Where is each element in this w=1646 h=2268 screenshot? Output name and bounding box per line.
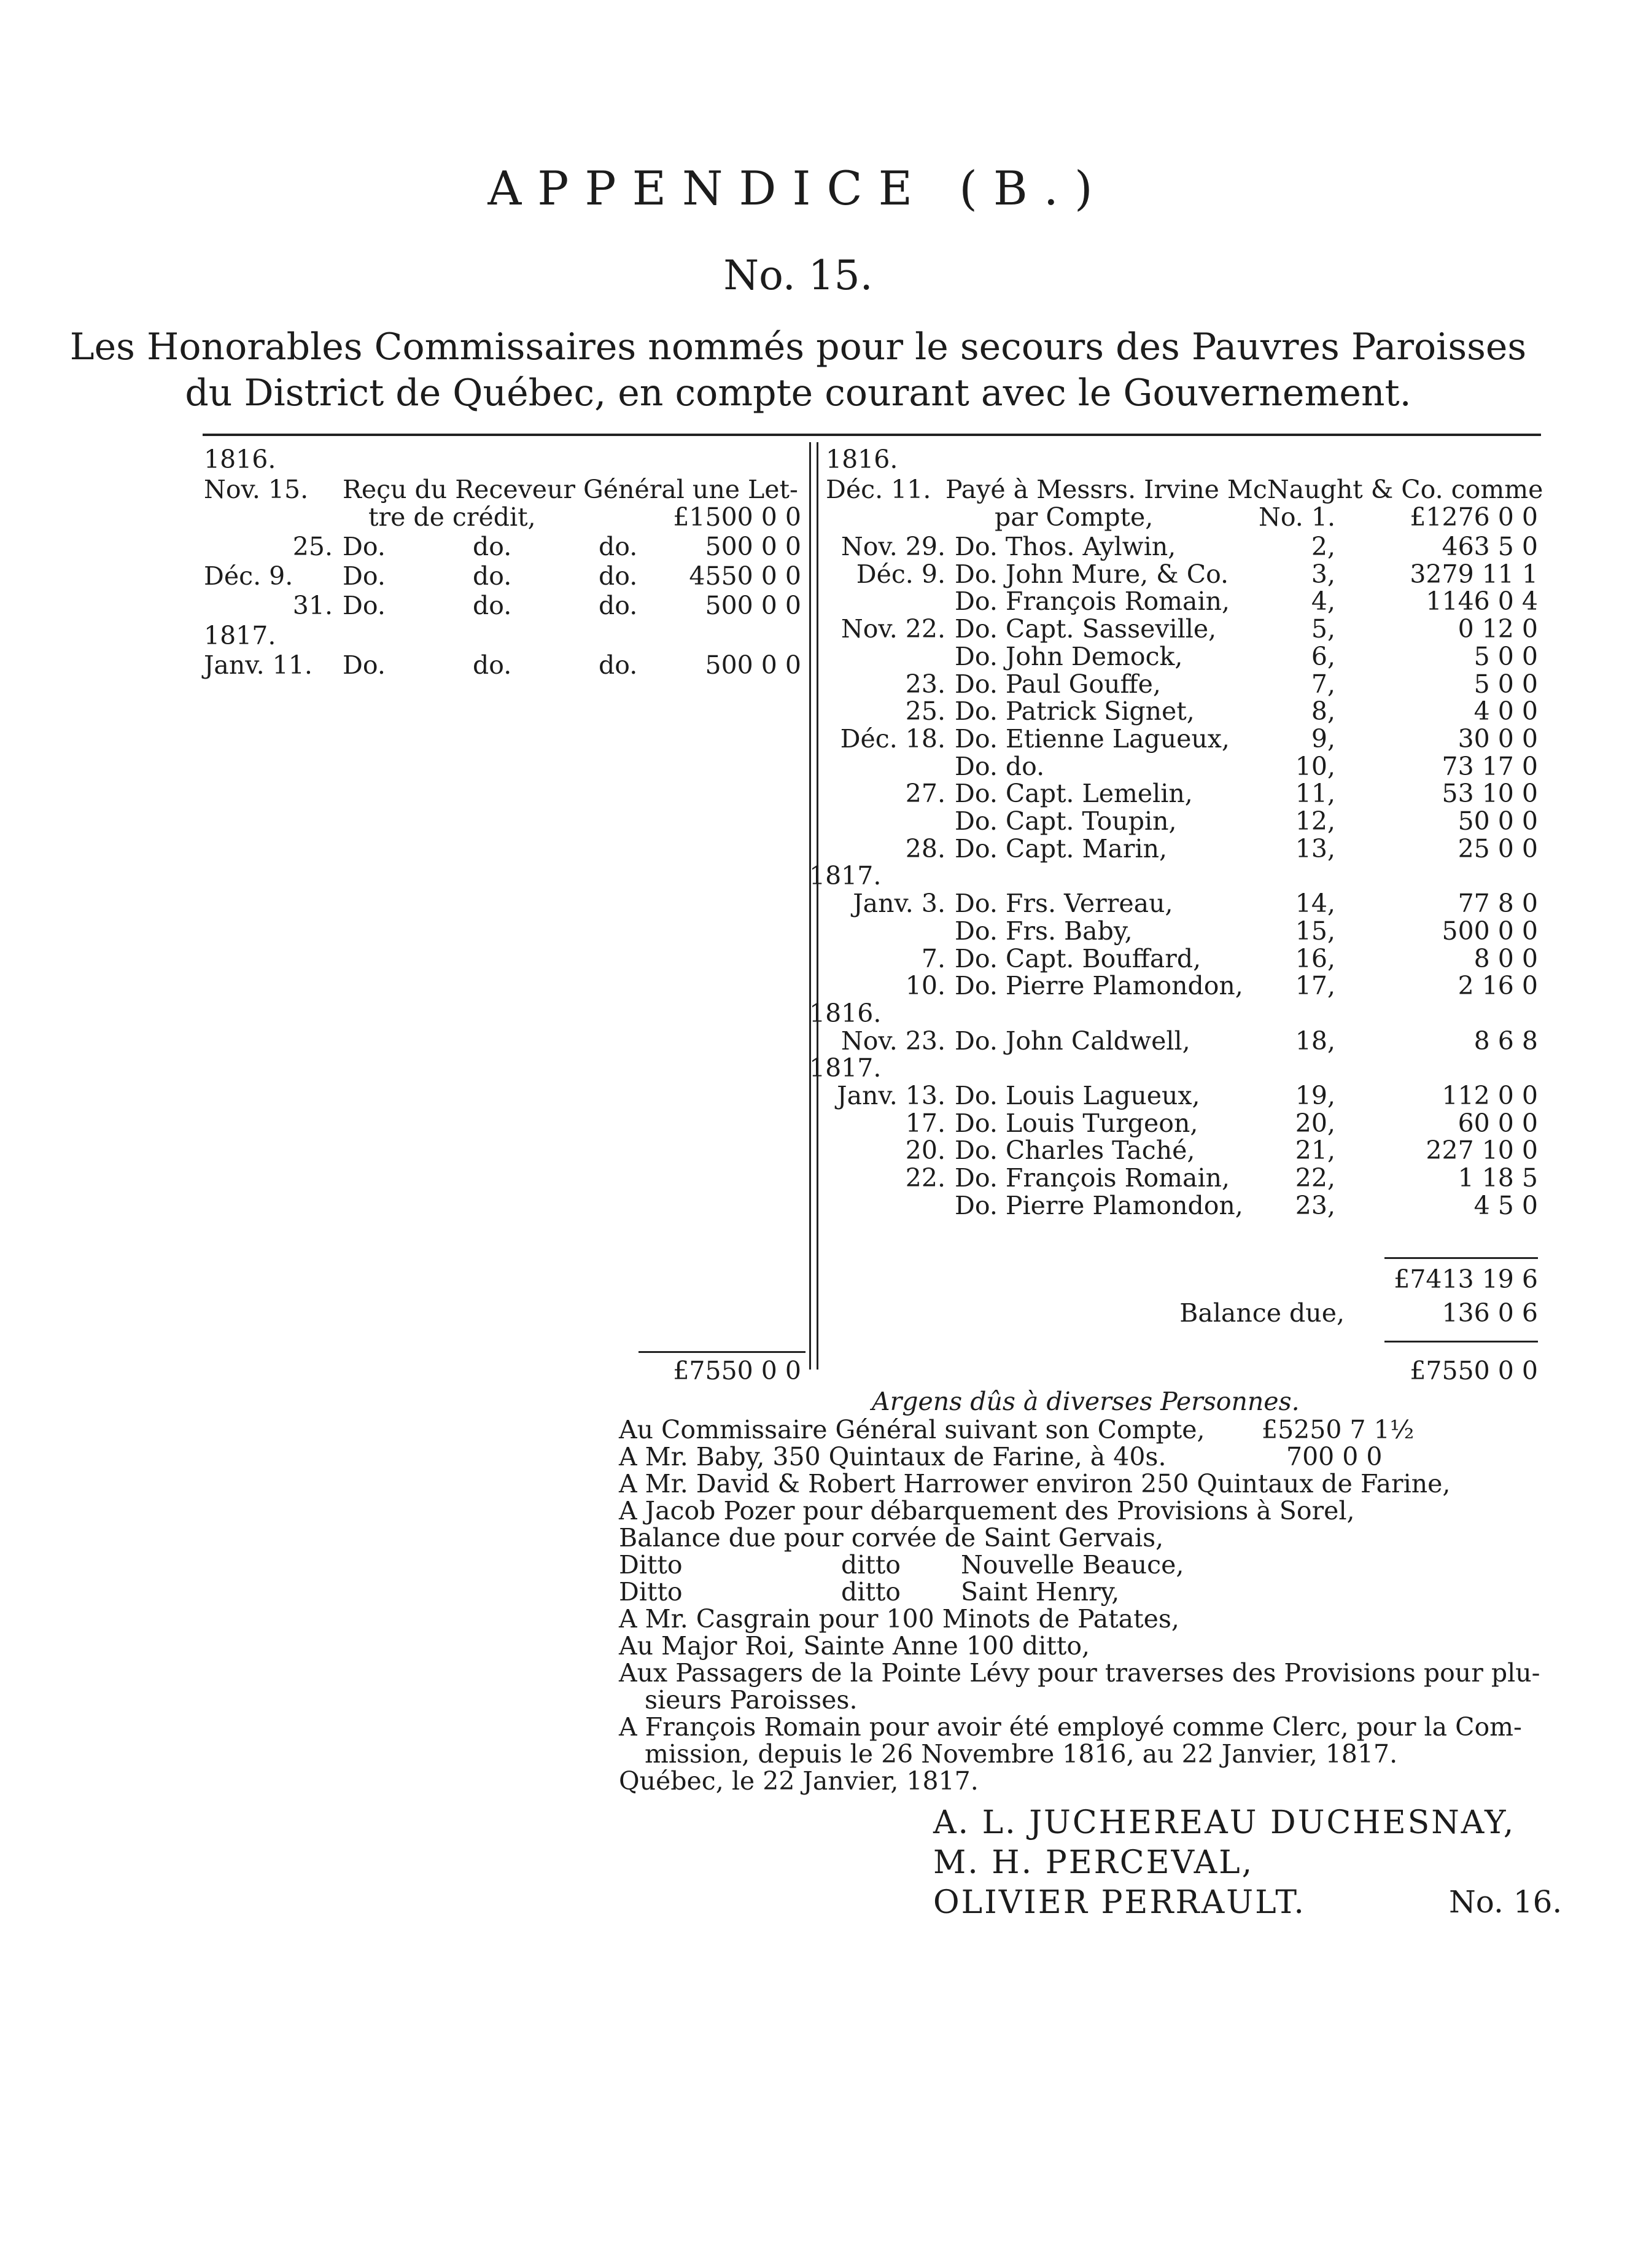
credit-row-date: Nov. 29. xyxy=(840,532,945,561)
credit-subtotal-rule xyxy=(1384,1257,1538,1259)
debt-amount: 700 0 0 xyxy=(1286,1442,1383,1471)
credit-row-amount: 227 10 0 xyxy=(1426,1136,1538,1165)
debit-row-ditto: do. xyxy=(473,561,512,591)
credit-row-desc: Do. Etienne Lagueux, xyxy=(955,724,1230,754)
credit-row-date: 1816. xyxy=(809,999,882,1028)
debt-line: Nouvelle Beauce, xyxy=(961,1550,1184,1580)
credit-row-amount: 8 6 8 xyxy=(1473,1026,1538,1056)
credit-row-amount: 3279 11 1 xyxy=(1410,559,1538,589)
balance-due-amount: 136 0 6 xyxy=(1442,1298,1538,1328)
credit-row-desc: Do. François Romain, xyxy=(955,1163,1230,1193)
debt-line: mission, depuis le 26 Novembre 1816, au 22 Janvier, 1817. xyxy=(645,1739,1398,1769)
headline-line-2: du District de Québec, en compte courant avec le Gouvernement. xyxy=(185,372,1411,415)
debit-row-amount: 500 0 0 xyxy=(705,591,801,620)
credit-row-amount: 1 18 5 xyxy=(1458,1163,1538,1193)
debit-row-date: Janv. 11. xyxy=(204,650,313,680)
debit-row-ditto: do. xyxy=(473,591,512,620)
credit-row-desc: Do. Louis Turgeon, xyxy=(955,1109,1198,1138)
credit-subtotal: £7413 19 6 xyxy=(1394,1265,1538,1294)
credit-row-number: 9, xyxy=(1311,724,1335,754)
credit-row-amount: 77 8 0 xyxy=(1458,889,1538,918)
debt-line: Saint Henry, xyxy=(961,1577,1120,1607)
debt-line: Ditto xyxy=(619,1577,683,1607)
credit-row-date: 17. xyxy=(905,1109,945,1138)
credit-row-date: 27. xyxy=(905,779,945,808)
credit-row-desc: Do. John Caldwell, xyxy=(955,1026,1190,1056)
debt-line: sieurs Paroisses. xyxy=(645,1685,858,1715)
credit-row-amount: 4 0 0 xyxy=(1473,696,1538,726)
debit-total: £7550 0 0 xyxy=(673,1356,801,1385)
credit-row-amount: 5 0 0 xyxy=(1473,642,1538,671)
top-rule xyxy=(203,434,1541,436)
credit-row-number: 20, xyxy=(1295,1109,1335,1138)
credit-row-number: 4, xyxy=(1311,586,1335,616)
credit-row-amount: 30 0 0 xyxy=(1458,724,1538,754)
debit-row-desc: Do. xyxy=(343,650,386,680)
debt-line: A Mr. Baby, 350 Quintaux de Farine, à 40s. xyxy=(619,1442,1167,1471)
debit-row-date: Déc. 9. xyxy=(204,561,293,591)
credit-row-amount: 53 10 0 xyxy=(1442,779,1538,808)
credit-row-amount: 463 5 0 xyxy=(1442,532,1538,561)
credit-row-desc: Do. Capt. Marin, xyxy=(955,834,1168,863)
credit-year-1816: 1816. xyxy=(826,445,898,474)
appendix-title: APPENDICE (B.) xyxy=(487,161,1109,216)
debt-line: A Jacob Pozer pour débarquement des Provisions à Sorel, xyxy=(619,1496,1355,1526)
credit-first-cont-text: par Compte, xyxy=(995,502,1154,532)
credit-row-desc: Do. Frs. Baby, xyxy=(955,916,1133,946)
credit-row-amount: 60 0 0 xyxy=(1458,1109,1538,1138)
credit-row-amount: 5 0 0 xyxy=(1473,669,1538,699)
credit-row-number: 7, xyxy=(1311,669,1335,699)
debt-line: ditto xyxy=(841,1577,901,1607)
debit-row-desc: Do. xyxy=(343,561,386,591)
credit-row-amount: 2 16 0 xyxy=(1458,971,1538,1000)
credit-row-number: 22, xyxy=(1295,1163,1335,1193)
dateline: Québec, le 22 Janvier, 1817. xyxy=(619,1766,979,1796)
debit-row-desc: Do. xyxy=(343,532,386,561)
credit-row-date: 1817. xyxy=(809,1053,882,1083)
debt-line: A François Romain pour avoir été employé comme Clerc, pour la Com- xyxy=(619,1712,1522,1742)
credit-row-date: 22. xyxy=(905,1163,945,1193)
column-divider-right xyxy=(817,442,818,1370)
debt-line: Au Major Roi, Sainte Anne 100 ditto, xyxy=(619,1631,1090,1661)
credit-row-desc: Do. Louis Lagueux, xyxy=(955,1081,1200,1110)
credit-row-number: 8, xyxy=(1311,696,1335,726)
credit-row-desc: Do. Paul Gouffe, xyxy=(955,669,1161,699)
debit-cont-amount: £1500 0 0 xyxy=(673,502,801,532)
credit-row-desc: Do. Frs. Verreau, xyxy=(955,889,1173,918)
credit-row-amount: 0 12 0 xyxy=(1458,614,1538,644)
debit-first-text: Reçu du Receveur Général une Let- xyxy=(343,475,798,504)
credit-row-desc: Do. Pierre Plamondon, xyxy=(955,971,1243,1000)
signature-3: OLIVIER PERRAULT. xyxy=(933,1884,1306,1921)
debit-year-1817: 1817. xyxy=(204,621,276,650)
credit-row-date: Janv. 3. xyxy=(853,889,945,918)
credit-total: £7550 0 0 xyxy=(1410,1356,1538,1385)
credit-row-number: 3, xyxy=(1311,559,1335,589)
debt-amount: £5250 7 1½ xyxy=(1262,1415,1415,1444)
debt-line: ditto xyxy=(841,1550,901,1580)
debt-line: Ditto xyxy=(619,1550,683,1580)
credit-row-desc: Do. Charles Taché, xyxy=(955,1136,1195,1165)
credit-row-date: Janv. 13. xyxy=(837,1081,945,1110)
column-divider-left xyxy=(809,442,811,1370)
credit-row-desc: Do. Patrick Signet, xyxy=(955,696,1195,726)
credit-row-desc: Do. John Mure, & Co. xyxy=(955,559,1229,589)
debit-row-date: 25. xyxy=(292,532,333,561)
credit-row-desc: Do. Capt. Lemelin, xyxy=(955,779,1193,808)
credit-row-date: Nov. 22. xyxy=(840,614,945,644)
credit-row-desc: Do. Capt. Bouffard, xyxy=(955,944,1202,973)
credit-row-amount: 73 17 0 xyxy=(1442,752,1538,781)
debit-cont-text: tre de crédit, xyxy=(368,502,536,532)
credit-row-number: 10, xyxy=(1295,752,1335,781)
credit-row-number: 6, xyxy=(1311,642,1335,671)
credit-row-number: 18, xyxy=(1295,1026,1335,1056)
debit-row-ditto: do. xyxy=(473,532,512,561)
credit-row-date: 28. xyxy=(905,834,945,863)
credit-row-amount: 1146 0 4 xyxy=(1426,586,1538,616)
debit-first-date: Nov. 15. xyxy=(204,475,309,504)
credit-row-number: 5, xyxy=(1311,614,1335,644)
credit-row-number: 11, xyxy=(1295,779,1335,808)
credit-total-rule xyxy=(1384,1341,1538,1342)
headline-line-1: Les Honorables Commissaires nommés pour le secours des Pauvres Paroisses xyxy=(69,325,1527,368)
credit-row-desc: Do. John Demock, xyxy=(955,642,1183,671)
debit-year-1816: 1816. xyxy=(204,445,276,474)
debit-row-date: 31. xyxy=(292,591,333,620)
credit-row-desc: Do. Thos. Aylwin, xyxy=(955,532,1176,561)
credit-row-desc: Do. do. xyxy=(955,752,1045,781)
balance-due-label: Balance due, xyxy=(1179,1298,1345,1328)
document-number: No. 15. xyxy=(723,252,873,299)
debit-row-ditto: do. xyxy=(599,591,638,620)
debit-row-amount: 4550 0 0 xyxy=(689,561,801,591)
credit-row-date: 20. xyxy=(905,1136,945,1165)
debit-row-amount: 500 0 0 xyxy=(705,650,801,680)
debt-line: Aux Passagers de la Pointe Lévy pour traverses des Provisions pour plu- xyxy=(619,1658,1540,1688)
debt-line: Balance due pour corvée de Saint Gervais, xyxy=(619,1523,1164,1553)
credit-first-cont-amount: £1276 0 0 xyxy=(1410,502,1538,532)
credit-row-number: 21, xyxy=(1295,1136,1335,1165)
credit-row-desc: Do. Capt. Toupin, xyxy=(955,806,1177,836)
credit-row-number: 13, xyxy=(1295,834,1335,863)
credit-row-number: 15, xyxy=(1295,916,1335,946)
debts-heading: Argens dûs à diverses Personnes. xyxy=(872,1387,1300,1416)
credit-row-date: 23. xyxy=(905,669,945,699)
credit-row-desc: Do. Capt. Sasseville, xyxy=(955,614,1217,644)
signature-2: M. H. PERCEVAL, xyxy=(933,1844,1254,1881)
credit-row-amount: 25 0 0 xyxy=(1458,834,1538,863)
credit-row-number: 12, xyxy=(1295,806,1335,836)
debt-line: A Mr. Casgrain pour 100 Minots de Patates, xyxy=(619,1604,1179,1634)
credit-row-amount: 50 0 0 xyxy=(1458,806,1538,836)
credit-row-amount: 500 0 0 xyxy=(1442,916,1538,946)
credit-row-number: 14, xyxy=(1295,889,1335,918)
credit-row-date: Nov. 23. xyxy=(840,1026,945,1056)
credit-row-amount: 112 0 0 xyxy=(1442,1081,1538,1110)
signature-1: A. L. JUCHEREAU DUCHESNAY, xyxy=(933,1804,1516,1841)
next-document-number: No. 16. xyxy=(1449,1884,1563,1920)
credit-row-amount: 8 0 0 xyxy=(1473,944,1538,973)
credit-first-cont-no: No. 1. xyxy=(1258,502,1335,532)
debit-row-amount: 500 0 0 xyxy=(705,532,801,561)
credit-row-date: 1817. xyxy=(809,861,882,890)
debit-row-ditto: do. xyxy=(599,561,638,591)
credit-row-number: 19, xyxy=(1295,1081,1335,1110)
debit-row-desc: Do. xyxy=(343,591,386,620)
credit-row-date: 7. xyxy=(921,944,945,973)
credit-row-date: 25. xyxy=(905,696,945,726)
debit-row-ditto: do. xyxy=(599,650,638,680)
credit-row-desc: Do. Pierre Plamondon, xyxy=(955,1191,1243,1220)
debit-row-ditto: do. xyxy=(473,650,512,680)
credit-row-desc: Do. François Romain, xyxy=(955,586,1230,616)
credit-row-number: 2, xyxy=(1311,532,1335,561)
credit-first-text: Payé à Messrs. Irvine McNaught & Co. comme xyxy=(945,475,1543,504)
debit-row-ditto: do. xyxy=(599,532,638,561)
credit-row-date: Déc. 9. xyxy=(856,559,945,589)
credit-row-date: 10. xyxy=(905,971,945,1000)
debt-line: A Mr. David & Robert Harrower environ 250 Quintaux de Farine, xyxy=(619,1469,1451,1498)
credit-row-amount: 4 5 0 xyxy=(1473,1191,1538,1220)
credit-row-number: 23, xyxy=(1295,1191,1335,1220)
debt-line: Au Commissaire Général suivant son Compte, xyxy=(619,1415,1205,1444)
credit-row-number: 16, xyxy=(1295,944,1335,973)
debit-total-rule xyxy=(639,1351,806,1353)
credit-row-number: 17, xyxy=(1295,971,1335,1000)
credit-row-date: Déc. 18. xyxy=(840,724,945,754)
credit-first-date: Déc. 11. xyxy=(826,475,931,504)
